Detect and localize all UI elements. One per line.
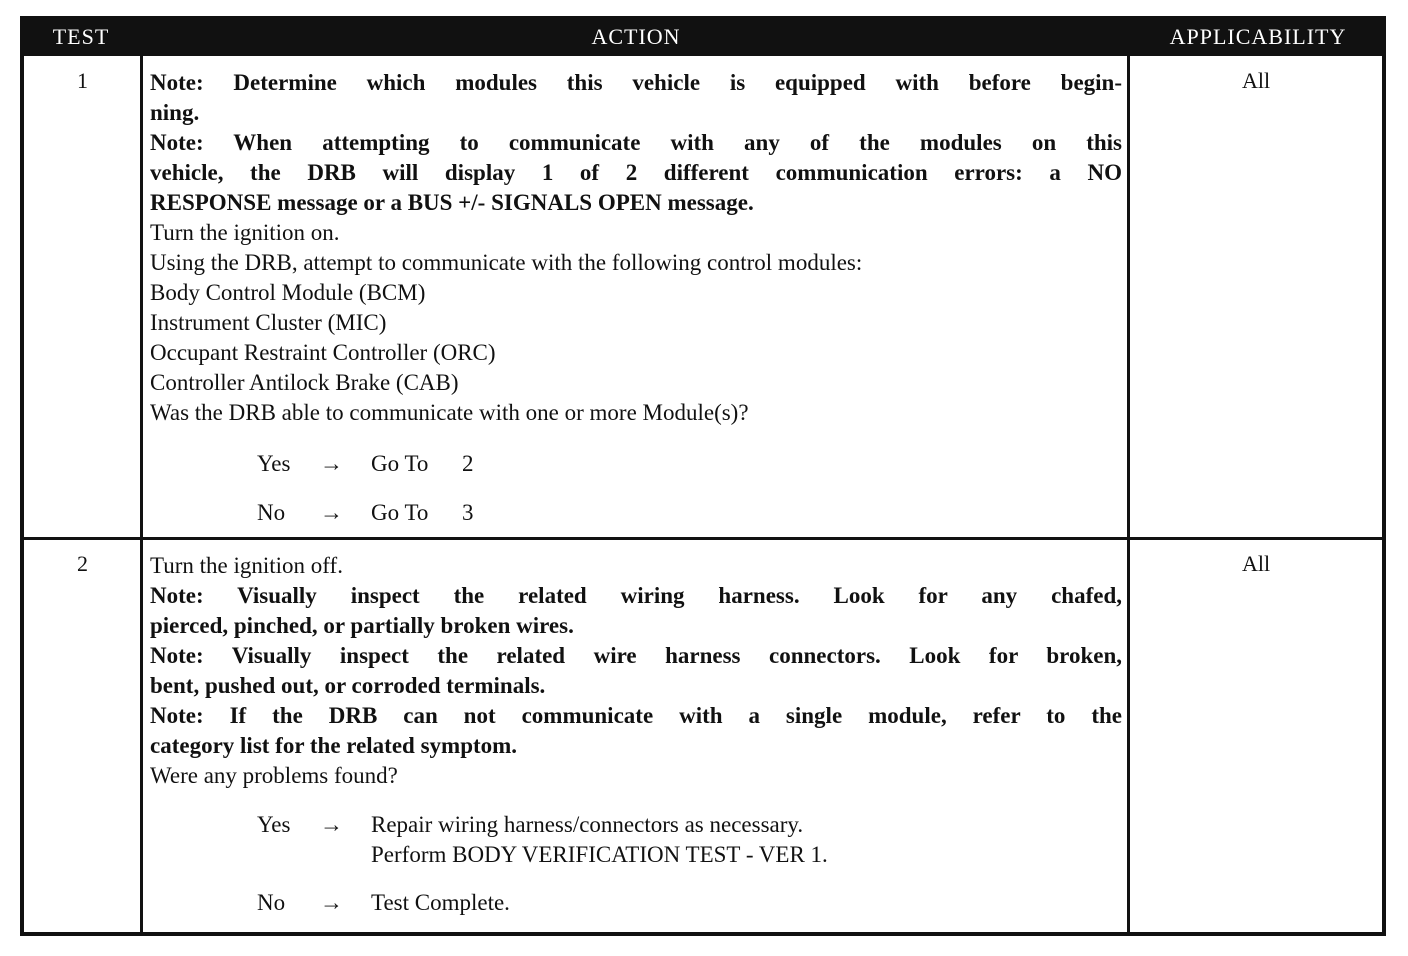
- action-line: bent, pushed out, or corroded terminals.: [150, 673, 546, 698]
- choice-answer: No: [257, 890, 286, 915]
- header-test: TEST: [52, 24, 110, 49]
- applicability-2: All: [1241, 551, 1271, 576]
- choice-result: Go To: [371, 500, 429, 525]
- action-text-1: [150, 68, 1122, 428]
- test-number-2: 2: [77, 551, 88, 576]
- header-applicability: APPLICABILITY: [1169, 24, 1347, 49]
- action-line: Turn the ignition off.: [150, 553, 343, 578]
- action-line: Were any problems found?: [150, 763, 398, 788]
- row-divider: [20, 537, 1386, 540]
- choice-result: Test Complete.: [371, 890, 510, 915]
- arrow-icon: →: [320, 890, 343, 915]
- action-line: RESPONSE message or a BUS +/- SIGNALS OPEN message.: [150, 190, 754, 215]
- action-line: ning.: [150, 100, 200, 125]
- action-line: Instrument Cluster (MIC): [150, 310, 387, 335]
- test-number-1: 1: [77, 68, 88, 93]
- choice-answer: Yes: [257, 812, 291, 837]
- column-divider-applicability: [1127, 56, 1130, 932]
- action-line: Note: Visually inspect the related wiring harness. Look for any chafed,: [150, 583, 1122, 608]
- action-line: Note: When attempting to communicate with any of the modules on this: [150, 130, 1122, 155]
- action-line: Controller Antilock Brake (CAB): [150, 370, 459, 395]
- choice-target: 2: [462, 451, 474, 476]
- header-action: ACTION: [591, 24, 681, 49]
- action-line: pierced, pinched, or partially broken wires.: [150, 613, 574, 638]
- action-text-2: [150, 551, 1122, 791]
- action-line: Note: Determine which modules this vehicle is equipped with before begin-: [150, 70, 1122, 95]
- action-line: Using the DRB, attempt to communicate with the following control modules:: [150, 250, 863, 275]
- arrow-icon: →: [320, 500, 343, 525]
- action-line: Was the DRB able to communicate with one or more Module(s)?: [150, 400, 749, 425]
- choice-target: 3: [462, 500, 474, 525]
- action-line: Turn the ignition on.: [150, 220, 340, 245]
- column-divider-test: [140, 56, 143, 932]
- applicability-1: All: [1241, 68, 1271, 93]
- choice-answer: Yes: [257, 451, 291, 476]
- action-line: Occupant Restraint Controller (ORC): [150, 340, 496, 365]
- choice-answer: No: [257, 500, 286, 525]
- choice-result: Repair wiring harness/connectors as necessary.: [371, 812, 804, 837]
- action-line: Note: Visually inspect the related wire harness connectors. Look for broken,: [150, 643, 1122, 668]
- arrow-icon: →: [320, 451, 343, 476]
- choice-result: Go To: [371, 451, 429, 476]
- action-line: vehicle, the DRB will display 1 of 2 different communication errors: a NO: [150, 160, 1122, 185]
- arrow-icon: →: [320, 812, 343, 837]
- action-line: category list for the related symptom.: [150, 733, 518, 758]
- action-line: Body Control Module (BCM): [150, 280, 426, 305]
- action-line: Note: If the DRB can not communicate with a single module, refer to the: [150, 703, 1122, 728]
- choice-result-continued: Perform BODY VERIFICATION TEST - VER 1.: [371, 842, 828, 867]
